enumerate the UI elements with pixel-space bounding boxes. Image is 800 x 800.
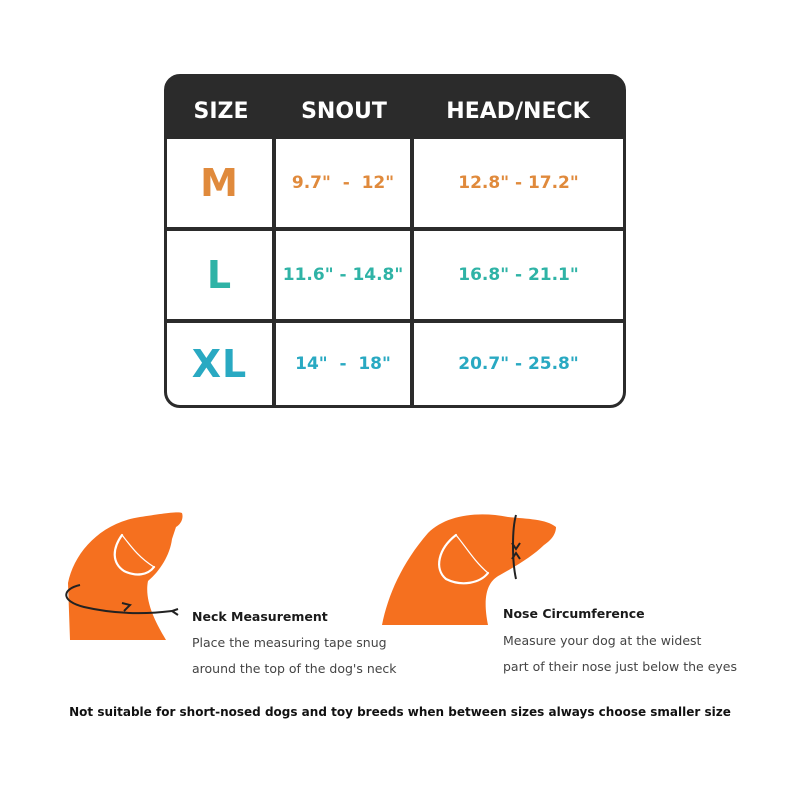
- header-head-neck: HEAD/NECK: [446, 99, 590, 124]
- nose-caption-title: Nose Circumference: [503, 606, 645, 621]
- nose-caption-line-2: part of their nose just below the eyes: [503, 659, 737, 674]
- disclaimer-text: Not suitable for short-nosed dogs and toy breeds when between sizes always choose smaller size: [69, 705, 731, 719]
- table-row-m-head-neck: [414, 139, 623, 227]
- head-neck-value: 20.7" - 25.8": [458, 354, 579, 374]
- table-header: [167, 77, 623, 139]
- nose-caption-line-1: Measure your dog at the widest: [503, 633, 702, 648]
- neck-caption-line-2: around the top of the dog's neck: [192, 661, 397, 676]
- table-row-xl-size: [167, 323, 272, 405]
- dog-head-nose-icon: [378, 505, 568, 645]
- dog-head-neck-icon: [60, 505, 190, 645]
- table-row-xl-head-neck: [414, 323, 623, 405]
- table-row-l-snout: [276, 231, 410, 319]
- table-row-l-size: [167, 231, 272, 319]
- table-row-xl-snout: [276, 323, 410, 405]
- table-row-l-head-neck: [414, 231, 623, 319]
- size-label: M: [200, 161, 239, 205]
- header-snout: SNOUT: [301, 99, 387, 124]
- head-neck-value: 12.8" - 17.2": [458, 173, 579, 193]
- snout-value: 11.6" - 14.8": [282, 265, 404, 285]
- neck-caption-title: Neck Measurement: [192, 609, 328, 624]
- size-label: XL: [191, 342, 248, 386]
- header-size: SIZE: [193, 99, 249, 124]
- snout-value: 9.7" - 12": [291, 173, 395, 193]
- table-row-m-size: [167, 139, 272, 227]
- table-row-m-snout: [276, 139, 410, 227]
- size-chart-table: [164, 74, 626, 408]
- snout-value: 14" - 18": [295, 354, 391, 374]
- size-label: L: [206, 253, 233, 297]
- head-neck-value: 16.8" - 21.1": [458, 265, 579, 285]
- neck-caption-line-1: Place the measuring tape snug: [192, 635, 387, 650]
